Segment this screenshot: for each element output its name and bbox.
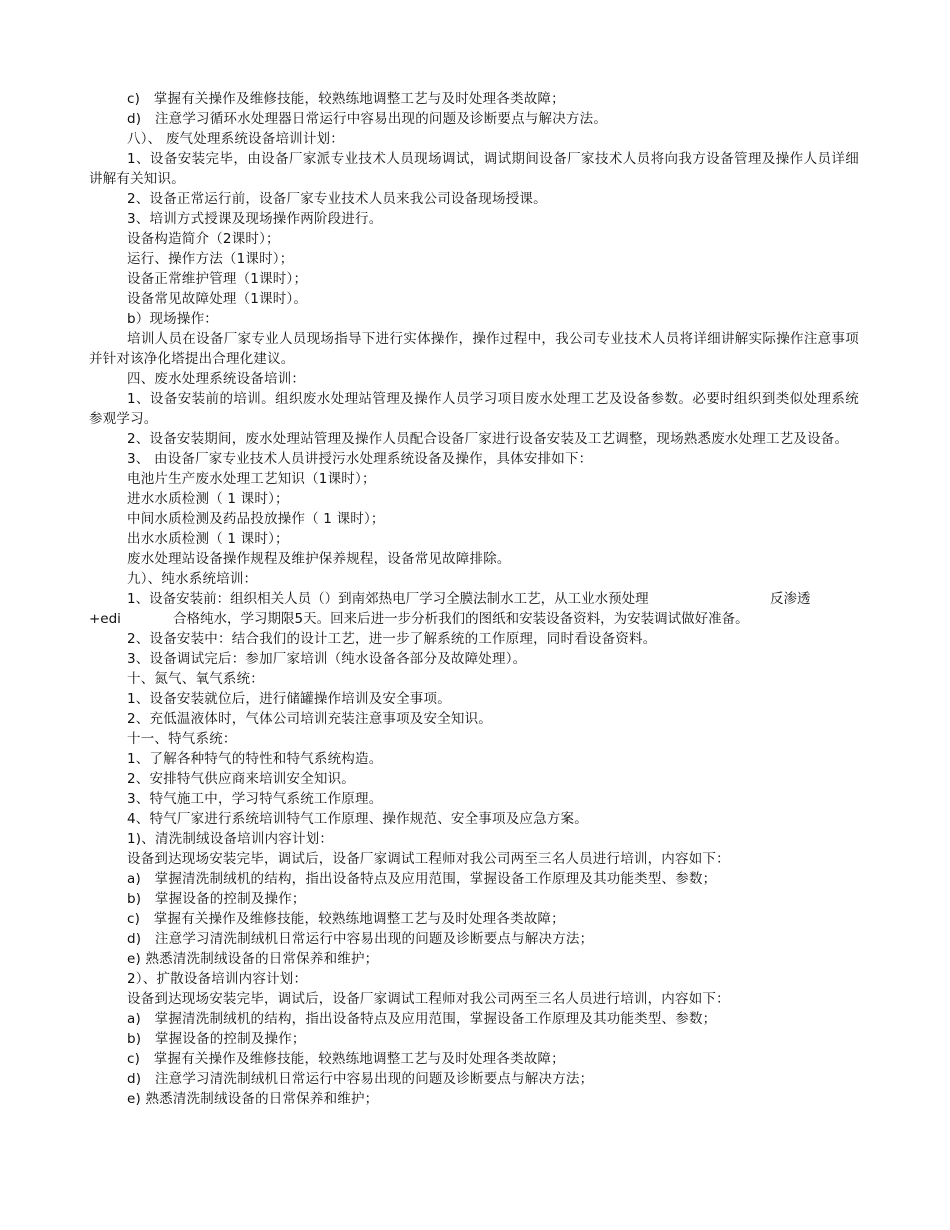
paragraph: 1、设备安装前的培训。组织废水处理站管理及操作人员学习项目废水处理工艺及设备参数。必要时组织到类似处理系统参观学习。 — [89, 391, 859, 427]
text-line: 出水水质检测（ 1 课时）； — [127, 531, 289, 547]
list-item: e) 熟悉清洗制绒设备的日常保养和维护； — [127, 951, 379, 967]
text-line: 2、设备正常运行前，设备厂家专业技术人员来我公司设备现场授课。 — [127, 191, 547, 207]
text-line: 中间水质检测及药品投放操作（ 1 课时）； — [127, 511, 385, 527]
text-line: 设备正常维护管理（1课时）； — [127, 271, 308, 287]
list-item: d) 注意学习清洗制绒机日常运行中容易出现的问题及诊断要点与解决方法； — [127, 1071, 594, 1087]
text-line: 进水水质检测（ 1 课时）； — [127, 491, 289, 507]
text-line: 设备到达现场安装完毕，调试后，设备厂家调试工程师对我公司两至三名人员进行培训，内容如下： — [127, 991, 730, 1007]
paragraph: 2、设备安装期间，废水处理站管理及操作人员配合设备厂家进行设备安装及工艺调整，现场熟悉废水处理工艺及设备。 — [127, 431, 849, 447]
ro-text-part: 合格纯水，学习期限5天。回来后进一步分析我们的图纸和安装设备资料，为安装调试做好准备。 — [173, 611, 749, 627]
text-line: 2、充低温液体时，气体公司培训充装注意事项及安全知识。 — [127, 711, 492, 727]
paragraph: 培训人员在设备厂家专业人员现场指导下进行实体操作，操作过程中，我公司专业技术人员将详细讲解实际操作注意事项并针对该净化塔提出合理化建议。 — [89, 331, 859, 367]
list-item: d) 注意学习清洗制绒机日常运行中容易出现的问题及诊断要点与解决方法； — [127, 931, 594, 947]
text-line: 设备构造简介（2课时）； — [127, 231, 280, 247]
ro-process-paragraph — [89, 589, 859, 629]
ro-text-part: 反渗透 — [770, 591, 811, 607]
text-line: 2、设备安装中：结合我们的设计工艺，进一步了解系统的工作原理，同时看设备资料。 — [127, 631, 657, 647]
list-item: b) 掌握设备的控制及操作； — [127, 1031, 306, 1047]
text-line: 废水处理站设备操作规程及维护保养规程，设备常见故障排除。 — [127, 551, 511, 567]
text-line: b）现场操作： — [127, 311, 218, 327]
text-line: d) 注意学习循环水处理器日常运行中容易出现的问题及诊断要点与解决方法。 — [127, 111, 608, 127]
text-line: 4、特气厂家进行系统培训特气工作原理、操作规范、安全事项及应急方案。 — [127, 811, 588, 827]
section-heading: 十一、特气系统： — [127, 731, 237, 747]
paragraph: 1、设备安装完毕，由设备厂家派专业技术人员现场调试，调试期间设备厂家技术人员将向我方设备管理及操作人员详细讲解有关知识。 — [89, 151, 859, 187]
text-line: 2、安排特气供应商来培训安全知识。 — [127, 771, 355, 787]
text-line: 3、 由设备厂家专业技术人员讲授污水处理系统设备及操作，具体安排如下： — [127, 451, 593, 467]
text-line: 1、了解各种特气的特性和特气系统构造。 — [127, 751, 383, 767]
section-heading: 1)、清洗制绒设备培训内容计划： — [127, 831, 334, 847]
text-line: 设备到达现场安装完毕，调试后，设备厂家调试工程师对我公司两至三名人员进行培训，内容如下： — [127, 851, 730, 867]
section-heading: 九）、纯水系统培训： — [127, 571, 258, 587]
text-line: 3、设备调试完后：参加厂家培训（纯水设备各部分及故障处理）。 — [127, 651, 527, 667]
section-heading: 2）、扩散设备培训内容计划： — [127, 971, 308, 987]
list-item: c) 掌握有关操作及维修技能，较熟练地调整工艺与及时处理各类故障； — [127, 911, 565, 927]
text-line: c) 掌握有关操作及维修技能，较熟练地调整工艺与及时处理各类故障； — [127, 91, 565, 107]
ro-text-part: +edi — [89, 611, 121, 627]
list-item: a) 掌握清洗制绒机的结构，指出设备特点及应用范围，掌握设备工作原理及其功能类型、参数； — [127, 1011, 717, 1027]
list-item: c) 掌握有关操作及维修技能，较熟练地调整工艺与及时处理各类故障； — [127, 1051, 565, 1067]
text-line: 3、特气施工中，学习特气系统工作原理。 — [127, 791, 383, 807]
list-item: e) 熟悉清洗制绒设备的日常保养和维护； — [127, 1091, 379, 1107]
text-line: 3、培训方式授课及现场操作两阶段进行。 — [127, 211, 383, 227]
text-line: 电池片生产废水处理工艺知识（1课时）； — [127, 471, 376, 487]
list-item: b) 掌握设备的控制及操作； — [127, 891, 306, 907]
list-item: a) 掌握清洗制绒机的结构，指出设备特点及应用范围，掌握设备工作原理及其功能类型、参数； — [127, 871, 717, 887]
text-line: 设备常见故障处理（1课时）。 — [127, 291, 308, 307]
section-heading: 四、废水处理系统设备培训： — [127, 371, 306, 387]
text-line: 运行、操作方法（1课时）； — [127, 251, 294, 267]
ro-text-part: 1、设备安装前：组织相关人员（）到南郊热电厂学习全膜法制水工艺，从工业水预处理 — [127, 591, 649, 607]
document-body — [89, 89, 859, 1109]
text-line: 1、设备安装就位后，进行储罐操作培训及安全事项。 — [127, 691, 451, 707]
section-heading: 八）、 废气处理系统设备培训计划： — [127, 131, 344, 147]
section-heading: 十、氮气、氧气系统： — [127, 671, 264, 687]
